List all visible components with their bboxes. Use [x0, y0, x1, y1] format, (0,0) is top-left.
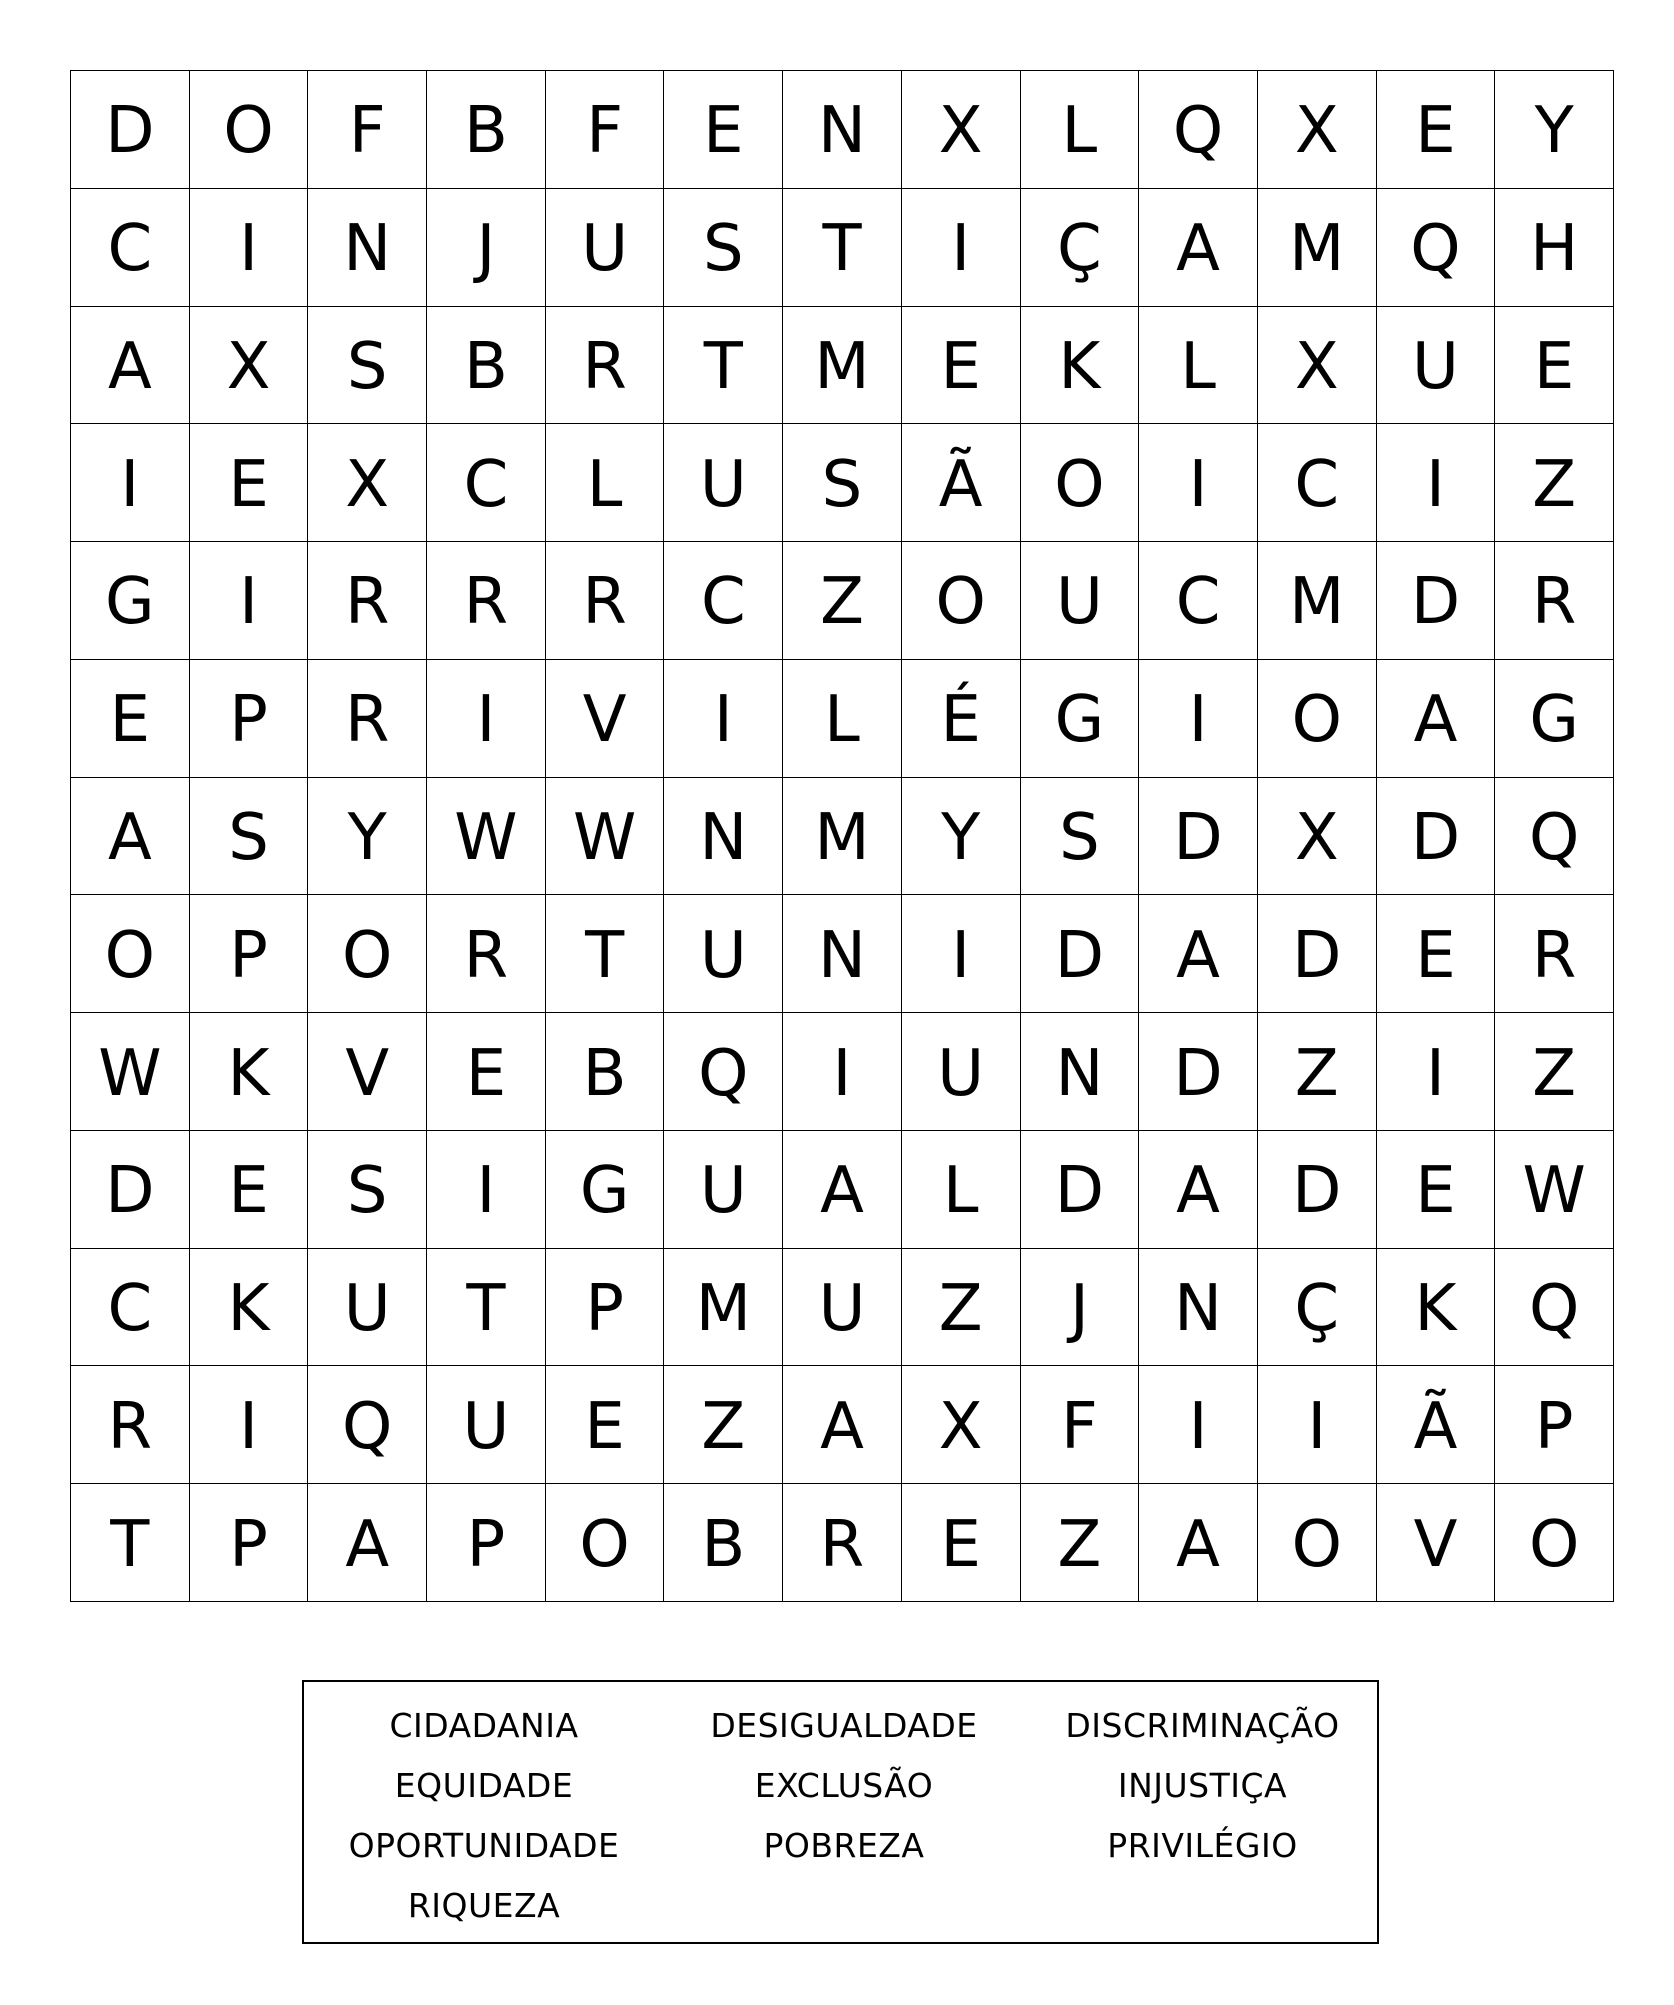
grid-cell[interactable]: E [71, 660, 190, 778]
grid-cell[interactable]: D [1258, 1131, 1377, 1249]
grid-cell[interactable]: E [1377, 71, 1496, 189]
grid-cell[interactable]: A [783, 1366, 902, 1484]
grid-cell[interactable]: P [190, 895, 309, 1013]
grid-cell[interactable]: Q [1495, 778, 1614, 896]
grid-cell[interactable]: Z [1258, 1013, 1377, 1131]
grid-cell[interactable]: O [902, 542, 1021, 660]
grid-cell[interactable]: I [902, 189, 1021, 307]
grid-cell[interactable]: Q [308, 1366, 427, 1484]
grid-cell[interactable]: D [1021, 895, 1140, 1013]
grid-cell[interactable]: O [1021, 424, 1140, 542]
grid-cell[interactable]: A [1139, 1131, 1258, 1249]
grid-cell[interactable]: L [546, 424, 665, 542]
grid-cell[interactable]: Q [664, 1013, 783, 1131]
grid-cell[interactable]: R [308, 660, 427, 778]
grid-cell[interactable]: F [1021, 1366, 1140, 1484]
grid-cell[interactable]: F [308, 71, 427, 189]
word-list-item: CIDADANIA [389, 1706, 579, 1745]
grid-cell[interactable]: Z [1495, 1013, 1614, 1131]
grid-cell[interactable]: H [1495, 189, 1614, 307]
grid-cell[interactable]: U [664, 895, 783, 1013]
grid-cell[interactable]: D [1139, 778, 1258, 896]
grid-cell[interactable]: X [1258, 71, 1377, 189]
grid-cell[interactable]: Ã [902, 424, 1021, 542]
grid-cell[interactable]: N [783, 895, 902, 1013]
grid-cell[interactable]: U [783, 1249, 902, 1367]
grid-cell[interactable]: G [1495, 660, 1614, 778]
grid-cell[interactable]: X [308, 424, 427, 542]
grid-cell[interactable]: S [1021, 778, 1140, 896]
grid-cell[interactable]: O [1258, 1484, 1377, 1602]
grid-cell[interactable]: M [1258, 189, 1377, 307]
grid-cell[interactable]: W [1495, 1131, 1614, 1249]
grid-cell[interactable]: Y [1495, 71, 1614, 189]
grid-cell[interactable]: I [190, 542, 309, 660]
grid-cell[interactable]: C [427, 424, 546, 542]
grid-cell[interactable]: Z [1021, 1484, 1140, 1602]
grid-cell[interactable]: Ç [1258, 1249, 1377, 1367]
grid-cell[interactable]: K [190, 1013, 309, 1131]
grid-cell[interactable]: Ç [1021, 189, 1140, 307]
word-list-item: RIQUEZA [407, 1886, 561, 1925]
grid-cell[interactable]: Z [902, 1249, 1021, 1367]
grid-cell[interactable]: M [783, 307, 902, 425]
grid-cell[interactable]: A [71, 307, 190, 425]
grid-cell[interactable]: X [190, 307, 309, 425]
grid-cell[interactable]: S [664, 189, 783, 307]
grid-cell[interactable]: R [546, 307, 665, 425]
grid-cell[interactable]: O [546, 1484, 665, 1602]
word-list-box [302, 1680, 1379, 1944]
grid-cell[interactable]: N [1021, 1013, 1140, 1131]
word-list [304, 1696, 1377, 1936]
grid-cell[interactable]: E [190, 424, 309, 542]
grid-cell[interactable]: R [783, 1484, 902, 1602]
grid-cell[interactable]: T [427, 1249, 546, 1367]
grid-cell[interactable]: Q [1377, 189, 1496, 307]
grid-cell[interactable]: E [1377, 895, 1496, 1013]
grid-cell[interactable]: A [783, 1131, 902, 1249]
grid-cell[interactable]: O [308, 895, 427, 1013]
grid-cell[interactable]: I [1258, 1366, 1377, 1484]
grid-cell[interactable]: D [71, 1131, 190, 1249]
grid-cell[interactable]: F [546, 71, 665, 189]
grid-cell[interactable]: I [427, 660, 546, 778]
grid-cell[interactable]: I [1139, 1366, 1258, 1484]
grid-cell[interactable]: A [1139, 1484, 1258, 1602]
grid-cell[interactable]: L [1139, 307, 1258, 425]
grid-cell[interactable]: I [190, 1366, 309, 1484]
grid-cell[interactable]: B [427, 71, 546, 189]
grid-cell[interactable]: É [902, 660, 1021, 778]
grid-cell[interactable]: C [1258, 424, 1377, 542]
grid-cell[interactable]: R [427, 542, 546, 660]
grid-cell[interactable]: Q [1139, 71, 1258, 189]
grid-cell[interactable]: D [1021, 1131, 1140, 1249]
grid-cell[interactable]: E [190, 1131, 309, 1249]
grid-cell[interactable]: P [546, 1249, 665, 1367]
grid-cell[interactable]: C [664, 542, 783, 660]
grid-cell[interactable]: I [190, 189, 309, 307]
grid-cell[interactable]: R [308, 542, 427, 660]
grid-cell[interactable]: P [190, 660, 309, 778]
grid-cell[interactable]: T [546, 895, 665, 1013]
grid-cell[interactable]: W [427, 778, 546, 896]
grid-cell[interactable]: I [1377, 1013, 1496, 1131]
grid-cell[interactable]: X [1258, 778, 1377, 896]
word-list-item: DISCRIMINAÇÃO [1065, 1706, 1340, 1745]
grid-cell[interactable]: Y [902, 778, 1021, 896]
grid-cell[interactable]: B [664, 1484, 783, 1602]
grid-cell[interactable]: J [1021, 1249, 1140, 1367]
grid-cell[interactable]: E [902, 307, 1021, 425]
grid-cell[interactable]: P [190, 1484, 309, 1602]
grid-cell[interactable]: E [546, 1366, 665, 1484]
grid-cell[interactable]: Ã [1377, 1366, 1496, 1484]
grid-cell[interactable]: L [902, 1131, 1021, 1249]
grid-cell[interactable]: N [308, 189, 427, 307]
grid-cell[interactable]: M [664, 1249, 783, 1367]
word-list-item: OPORTUNIDADE [348, 1826, 620, 1865]
grid-cell[interactable]: M [783, 778, 902, 896]
grid-cell[interactable]: I [1139, 424, 1258, 542]
grid-cell[interactable]: C [71, 189, 190, 307]
grid-cell[interactable]: L [783, 660, 902, 778]
grid-cell[interactable]: P [1495, 1366, 1614, 1484]
grid-cell[interactable]: M [1258, 542, 1377, 660]
grid-cell[interactable]: E [1495, 307, 1614, 425]
word-list-item: INJUSTIÇA [1117, 1766, 1288, 1805]
grid-cell[interactable]: N [783, 71, 902, 189]
grid-cell[interactable]: E [1377, 1131, 1496, 1249]
grid-cell[interactable]: X [902, 71, 1021, 189]
grid-cell[interactable]: L [1021, 71, 1140, 189]
grid-cell[interactable]: D [1377, 778, 1496, 896]
grid-cell[interactable]: Q [1495, 1249, 1614, 1367]
grid-cell[interactable]: A [1139, 895, 1258, 1013]
grid-cell[interactable]: K [1021, 307, 1140, 425]
grid-cell[interactable]: N [1139, 1249, 1258, 1367]
grid-cell[interactable]: G [71, 542, 190, 660]
grid-cell[interactable]: I [783, 1013, 902, 1131]
grid-cell[interactable]: I [71, 424, 190, 542]
grid-cell[interactable]: O [1258, 660, 1377, 778]
grid-cell[interactable]: O [71, 895, 190, 1013]
grid-cell[interactable]: J [427, 189, 546, 307]
word-search-grid [70, 70, 1614, 1602]
grid-cell[interactable]: I [1377, 424, 1496, 542]
word-list-item: POBREZA [763, 1826, 925, 1865]
grid-cell[interactable]: Z [664, 1366, 783, 1484]
grid-cell[interactable]: Y [308, 778, 427, 896]
grid-cell[interactable]: S [190, 778, 309, 896]
grid-cell[interactable]: V [546, 660, 665, 778]
grid-cell[interactable]: W [71, 1013, 190, 1131]
grid-cell[interactable]: X [1258, 307, 1377, 425]
grid-cell[interactable]: S [308, 307, 427, 425]
grid-cell[interactable]: U [308, 1249, 427, 1367]
grid-cell[interactable]: Z [1495, 424, 1614, 542]
grid-cell[interactable]: U [664, 1131, 783, 1249]
word-list-item: EQUIDADE [394, 1766, 574, 1805]
grid-cell[interactable]: U [546, 189, 665, 307]
grid-cell[interactable]: B [546, 1013, 665, 1131]
grid-cell[interactable]: Z [783, 542, 902, 660]
grid-cell[interactable]: N [664, 778, 783, 896]
grid-cell[interactable]: G [546, 1131, 665, 1249]
grid-cell[interactable]: R [1495, 895, 1614, 1013]
grid-cell[interactable]: D [71, 71, 190, 189]
grid-cell[interactable]: E [427, 1013, 546, 1131]
grid-cell[interactable]: P [427, 1484, 546, 1602]
grid-cell[interactable]: R [427, 895, 546, 1013]
grid-cell[interactable]: V [308, 1013, 427, 1131]
grid-cell[interactable]: D [1139, 1013, 1258, 1131]
word-list-item: DESIGUALDADE [710, 1706, 978, 1745]
grid-cell[interactable]: R [1495, 542, 1614, 660]
grid-cell[interactable]: K [1377, 1249, 1496, 1367]
grid-cell[interactable]: D [1377, 542, 1496, 660]
grid-cell[interactable]: U [902, 1013, 1021, 1131]
grid-cell[interactable]: B [427, 307, 546, 425]
grid-cell[interactable]: U [1021, 542, 1140, 660]
grid-cell[interactable]: A [1377, 660, 1496, 778]
grid-cell[interactable]: D [1258, 895, 1377, 1013]
grid-cell[interactable]: E [664, 71, 783, 189]
grid-cell[interactable]: C [71, 1249, 190, 1367]
grid-cell[interactable]: I [664, 660, 783, 778]
grid-cell[interactable]: A [1139, 189, 1258, 307]
grid-cell[interactable]: T [71, 1484, 190, 1602]
grid-cell[interactable]: R [71, 1366, 190, 1484]
grid-cell[interactable]: A [71, 778, 190, 896]
grid-cell[interactable]: R [546, 542, 665, 660]
word-list-item: PRIVILÉGIO [1107, 1826, 1298, 1865]
grid-cell[interactable]: U [664, 424, 783, 542]
grid-cell[interactable]: U [1377, 307, 1496, 425]
grid-cell[interactable]: U [427, 1366, 546, 1484]
grid-cell[interactable]: X [902, 1366, 1021, 1484]
grid-cell[interactable]: V [1377, 1484, 1496, 1602]
grid-cell[interactable]: K [190, 1249, 309, 1367]
grid-cell[interactable]: I [1139, 660, 1258, 778]
grid-cell[interactable]: W [546, 778, 665, 896]
grid-cell[interactable]: C [1139, 542, 1258, 660]
grid-cell[interactable]: O [190, 71, 309, 189]
grid-cell[interactable]: G [1021, 660, 1140, 778]
grid-cell[interactable]: T [783, 189, 902, 307]
grid-cell[interactable]: S [308, 1131, 427, 1249]
grid-cell[interactable]: E [902, 1484, 1021, 1602]
grid-cell[interactable]: A [308, 1484, 427, 1602]
grid-cell[interactable]: T [664, 307, 783, 425]
grid-cell[interactable]: I [902, 895, 1021, 1013]
grid-cell[interactable]: I [427, 1131, 546, 1249]
grid-cell[interactable]: O [1495, 1484, 1614, 1602]
grid-cell[interactable]: S [783, 424, 902, 542]
word-list-item: EXCLUSÃO [754, 1766, 934, 1805]
